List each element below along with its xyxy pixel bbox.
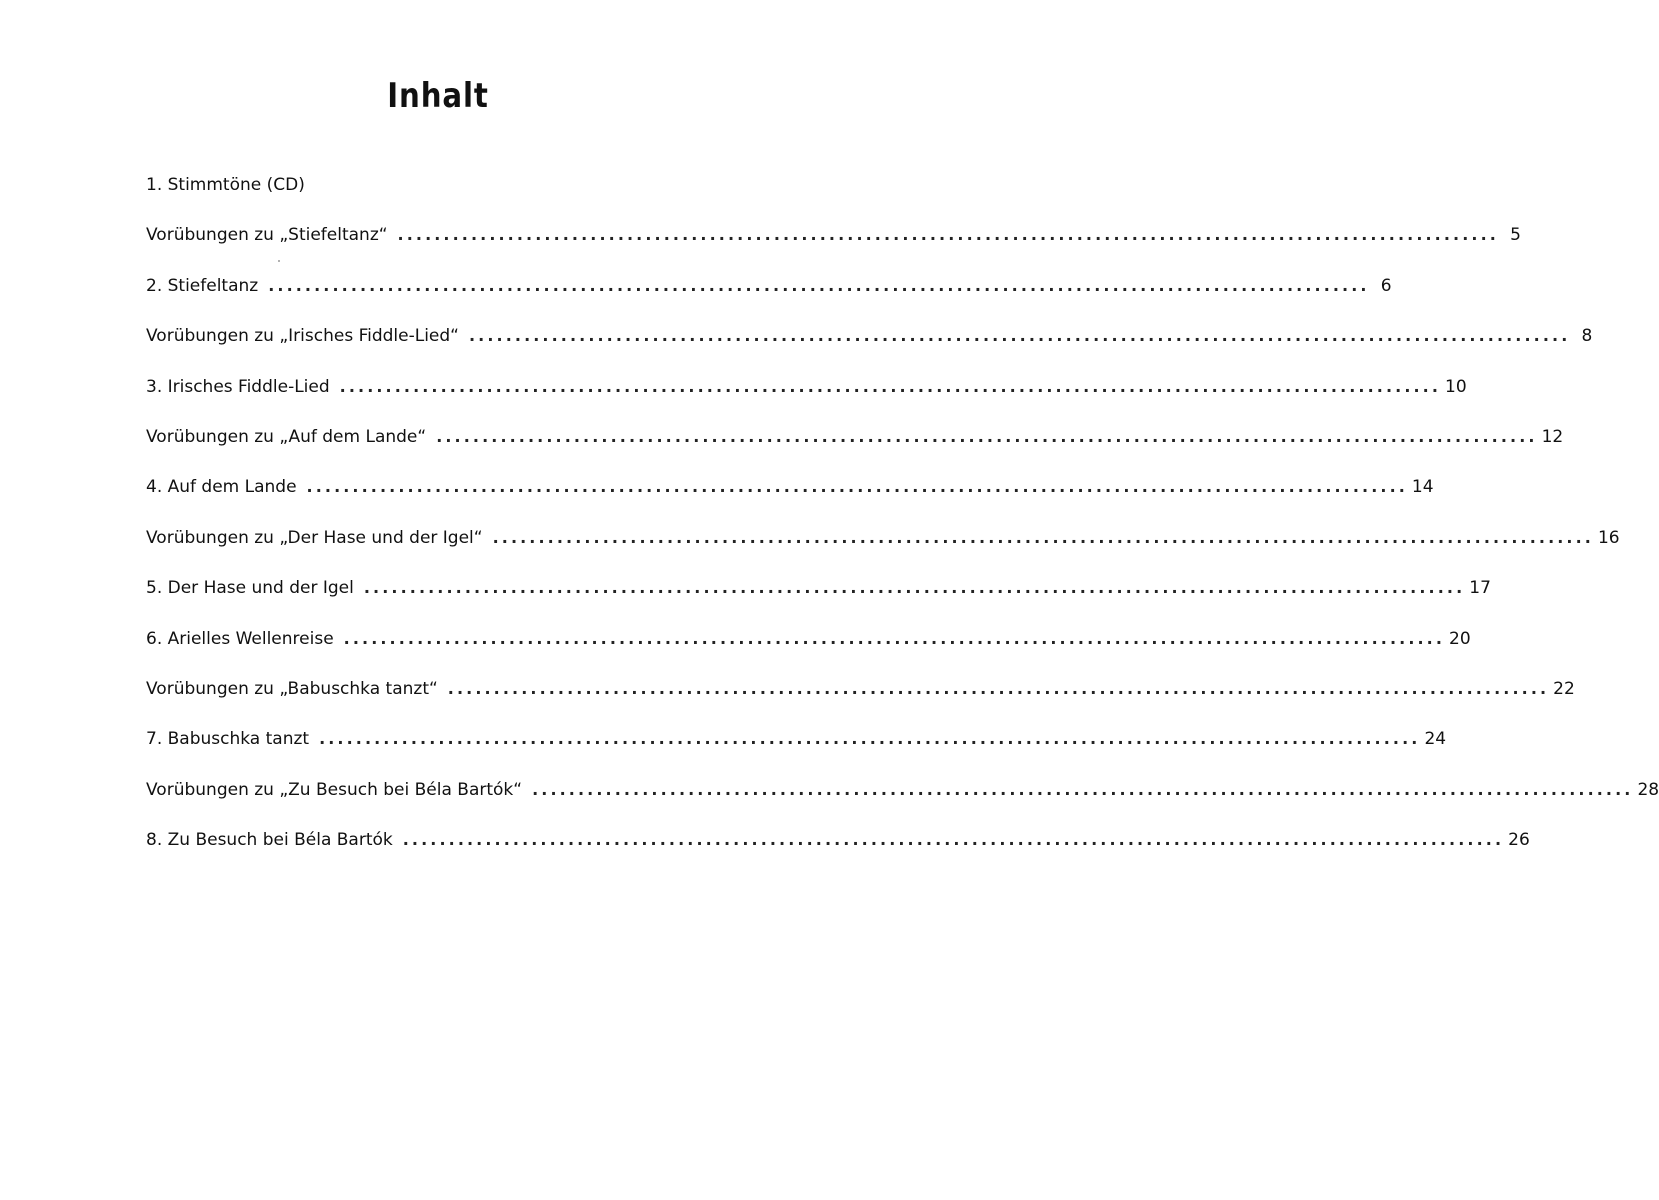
toc-entry-page: 20 — [1449, 628, 1471, 649]
toc-entry-page: 26 — [1508, 830, 1530, 851]
toc-entry-page: 24 — [1424, 729, 1447, 750]
dot-leader: ........................................................................................................................ — [492, 527, 1594, 547]
toc-entry[interactable] — [146, 498, 1620, 548]
toc-entry-label: 3. Irisches Fiddle-Lied — [146, 376, 330, 397]
toc-entry-label: Vorübungen zu „Der Hase und der Igel“ — [146, 527, 483, 548]
dot-leader: ........................................................................................................................ — [343, 628, 1446, 648]
toc-entry-page: 14 — [1411, 477, 1434, 498]
toc-entry-label: 1. Stimmtöne (CD) — [146, 175, 305, 195]
toc-entry[interactable] — [146, 750, 1659, 800]
toc-entry-page: 10 — [1445, 376, 1467, 397]
page-title: Inhalt — [387, 76, 489, 116]
toc-entry[interactable] — [146, 196, 1521, 246]
toc-entry-page: 22 — [1553, 678, 1575, 699]
toc-entry-label: Vorübungen zu „Irisches Fiddle-Lied“ — [146, 326, 459, 347]
toc-entry[interactable] — [146, 398, 1564, 448]
toc-entry-page: 5 — [1510, 225, 1521, 246]
toc-entry[interactable] — [146, 549, 1491, 599]
dot-leader: ........................................................................................................................ — [363, 578, 1466, 598]
dot-leader: ........................................................................................................................ — [469, 326, 1571, 346]
toc-entry-page: 8 — [1581, 326, 1593, 347]
toc-entry-page: 12 — [1541, 426, 1564, 447]
dot-leader: ........................................................................................................................ — [447, 678, 1550, 698]
toc-entry[interactable] — [146, 801, 1530, 851]
toc-entry-page: 28 — [1637, 779, 1659, 800]
toc-entry[interactable] — [146, 246, 1392, 296]
toc-entry-label: 5. Der Hase und der Igel — [146, 578, 354, 599]
dot-leader: ........................................................................................................................ — [268, 275, 1370, 295]
toc-entry-page: 16 — [1597, 527, 1620, 548]
toc-entry-label: Vorübungen zu „Stiefeltanz“ — [146, 225, 388, 246]
toc-entry-page: 17 — [1469, 578, 1491, 599]
toc-entry-label: 2. Stiefeltanz — [146, 275, 259, 296]
table-of-contents — [146, 168, 1659, 851]
toc-entry-label: 4. Auf dem Lande — [146, 477, 297, 498]
dot-leader: ........................................................................................................................ — [436, 426, 1538, 446]
toc-entry-label: Vorübungen zu „Zu Besuch bei Béla Bartók“ — [146, 779, 523, 800]
toc-entry-label: 6. Arielles Wellenreise — [146, 628, 334, 649]
toc-entry-label: Vorübungen zu „Babuschka tanzt“ — [146, 678, 438, 699]
dot-leader: ........................................................................................................................ — [397, 225, 1499, 245]
toc-entry[interactable] — [146, 700, 1447, 750]
toc-entry-label: 7. Babuschka tanzt — [146, 729, 310, 750]
dot-leader: ........................................................................................................................ — [306, 477, 1408, 497]
toc-entry-page: 6 — [1380, 275, 1392, 296]
toc-entry[interactable] — [146, 168, 756, 196]
toc-entry[interactable] — [146, 599, 1471, 649]
toc-entry[interactable] — [146, 448, 1434, 498]
toc-entry[interactable] — [146, 650, 1575, 700]
toc-entry[interactable] — [146, 297, 1593, 347]
dot-leader: ........................................................................................................................ — [532, 779, 1634, 799]
toc-entry-label: 8. Zu Besuch bei Béla Bartók — [146, 830, 393, 851]
toc-entry-label: Vorübungen zu „Auf dem Lande“ — [146, 426, 427, 447]
dot-leader: ........................................................................................................................ — [402, 830, 1505, 850]
dot-leader: ........................................................................................................................ — [339, 376, 1442, 396]
dot-leader: ........................................................................................................................ — [319, 729, 1421, 749]
toc-entry[interactable] — [146, 347, 1467, 397]
